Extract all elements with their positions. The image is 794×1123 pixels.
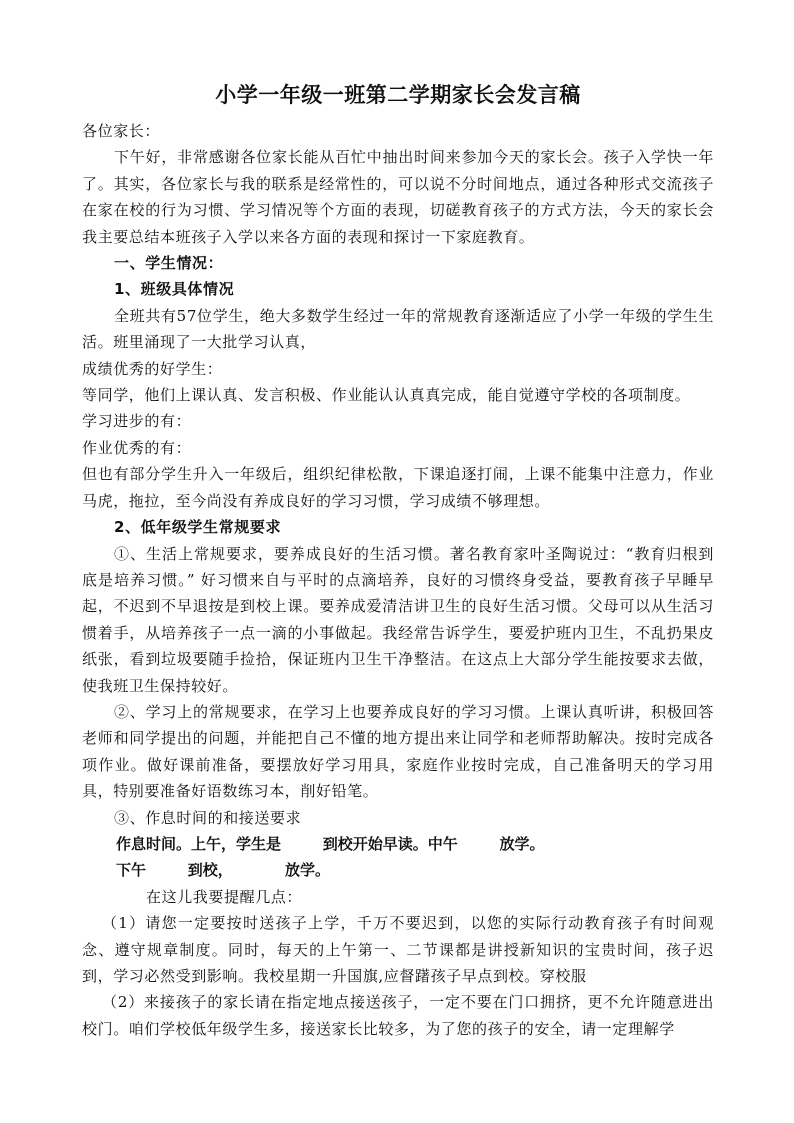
document-title: 小学一年级一班第二学期家长会发言稿 xyxy=(215,83,581,107)
good-students-label: 成绩优秀的好学生： xyxy=(82,359,223,378)
homework-students-label: 作业优秀的有： xyxy=(82,438,192,457)
section1-subheading: 1、班级具体情况 xyxy=(114,280,235,299)
intro-paragraph: 下午好，非常感谢各位家长能从百忙中抽出时间来参加今天的家长会。孩子入学快一年了。其实，各位家长与我的联系是经常性的，可以说不分时间地点，通过各种形式交流孩子在家在校的行为习惯、学习情况等个方面的表现，切磋教育孩子的方式方法，今天的家长会我主要总结本班孩子入学以来各方面的表现和探讨一下家庭教育。 xyxy=(82,148,714,246)
class-overview-paragraph: 全班共有57位学生，绝大多数学生经过一年的常规教育逐渐适应了小学一年级的学生生活。班里涌现了一大批学习认真， xyxy=(82,306,714,352)
section2-heading: 2、低年级学生常规要求 xyxy=(114,518,282,537)
problems-paragraph: 但也有部分学生升入一年级后，组织纪律松散，下课追逐打闹，上课不能集中注意力，作业马虎，拖拉，至今尚没有养成良好的学习习惯，学习成绩不够理想。 xyxy=(82,465,714,510)
requirement-2-paragraph: ②、学习上的常规要求，在学习上也要养成良好的学习习惯。上课认真听讲，积极回答老师和同学提出的问题，并能把自己不懂的地方提出来让同学和老师帮助解决。按时完成各项作业。做好课前准备，要摆放好学习用具，家庭作业按时完成，自己准备明天的学习用具，特别要准备好语数练习本，削好铅笔。 xyxy=(82,702,714,801)
progress-students-label: 学习进步的有： xyxy=(82,412,192,431)
greeting: 各位家长： xyxy=(82,122,161,140)
section1-heading: 一、学生情况： xyxy=(114,254,224,273)
reminder-point-1: （1）请您一定要按时送孩子上学，千万不要迟到，以您的实际行动教育孩子有时间观念、遵守规章制度。同时，每天的上午第一、二节课都是讲授新知识的宝贵时间，孩子迟到，学习必然受到影响。我校星期一升国旗,应督躇孩子早点到校。穿校服 xyxy=(82,914,714,985)
reminder-intro: 在这儿我要提醒几点： xyxy=(146,887,303,906)
requirement-1-paragraph: ①、生活上常规要求，要养成良好的生活习惯。著名教育家叶圣陶说过：“教育归根到底是培养习惯。” 好习惯来自与平时的点滴培养，良好的习惯终身受益，要教育孩子早睡早起，不迟到不早退按是到校上课。要养成爱清洁讲卫生的良好生活习惯。父母可以从生活习惯着手，从培养孩子一点一滴的小事做起。我经常告诉学生，要爱护班内卫生，不乱扔果皮纸张，看到垃圾要随手捡拾，保证班内卫生干净整洁。在这点上大部分学生能按要求去做，使我班卫生保持较好。 xyxy=(82,544,714,695)
schedule-line-1: 作息时间。上午，学生是 到校开始早读。中午 放学。 xyxy=(116,834,545,853)
good-students-description: 等同学，他们上课认真、发言积极、作业能认认真真完成，能自觉遵守学校的各项制度。 xyxy=(82,386,691,405)
document-page xyxy=(82,80,714,1042)
schedule-line-2: 下午 到校， 放学。 xyxy=(116,861,330,880)
reminder-point-2: （2）来接孩子的家长请在指定地点接送孩子，一定不要在门口拥挤，更不允许随意进出校门。咱们学校低年级学生多，接送家长比较多，为了您的孩子的安全，请一定理解学 xyxy=(82,993,714,1038)
requirement-3-heading: ③、作息时间的和接送要求 xyxy=(114,808,302,827)
